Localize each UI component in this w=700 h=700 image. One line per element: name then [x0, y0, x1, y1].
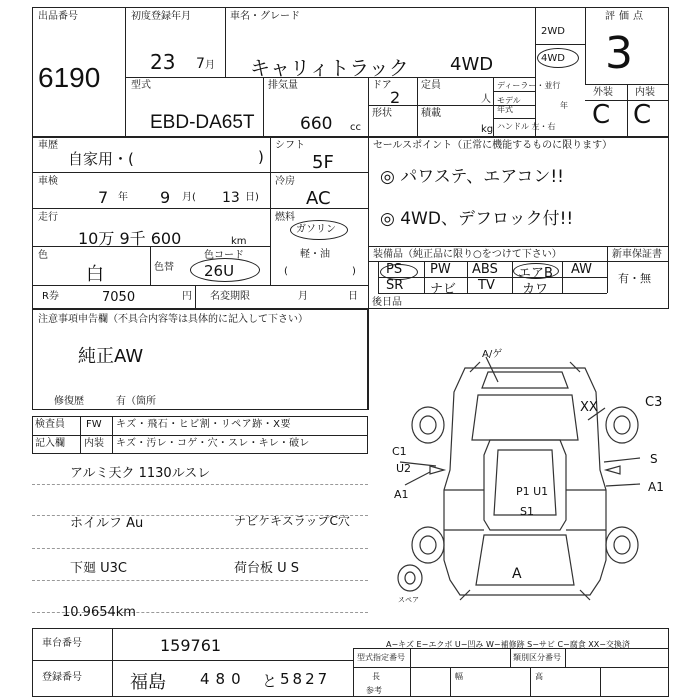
- inspector-int-text: キズ・汚レ・コゲ・穴・スレ・キレ・破レ: [116, 438, 310, 449]
- equipment-label: 装備品（純正品に限り○をつけて下さい）: [373, 249, 562, 260]
- disp-label: 排気量: [268, 80, 298, 91]
- mark-bed: A: [512, 566, 522, 582]
- fuel-label: 燃料: [275, 212, 295, 223]
- after-label: 後日品: [372, 297, 402, 308]
- model-year-label: モデル年式: [497, 96, 521, 114]
- equip-pw: PW: [430, 262, 451, 277]
- color-value: 白: [86, 264, 104, 285]
- score-value: 3: [605, 28, 633, 79]
- frame-label: 車台番号: [42, 638, 82, 649]
- category-label: 類別区分番号: [513, 653, 561, 662]
- sales-line-2: ◎ 4WD、デフロック付!!: [380, 209, 574, 229]
- mileage-value: 10万 9千 600: [78, 229, 182, 248]
- registration-area: 福島: [130, 672, 166, 693]
- warranty-label: 新車保証書: [612, 249, 662, 260]
- frame-reg-frame: [32, 628, 669, 697]
- warranty-value: 有・無: [618, 272, 651, 285]
- equip-aw: AW: [571, 262, 593, 277]
- inspector-label-2: 記入欄: [35, 438, 65, 449]
- registration-class: 480: [200, 670, 247, 688]
- mark-front-xx: XX: [580, 400, 598, 415]
- inspection-day: 13: [222, 190, 240, 206]
- door-label: ドア: [372, 80, 392, 91]
- mark-left-c1: C1: [392, 445, 407, 458]
- color-label: 色: [38, 250, 48, 261]
- inspector-fw-label: FW: [86, 419, 102, 430]
- shape-label: 形状: [372, 108, 392, 119]
- inspection-month: 9: [160, 188, 171, 207]
- ext-label: 外装: [593, 87, 613, 98]
- dealer-label: ディーラー・並行: [497, 81, 561, 90]
- mark-left-a1: A1: [394, 488, 409, 501]
- kg-unit: kg: [481, 124, 494, 135]
- sales-label: セールスポイント（正常に機能するものに限ります）: [373, 140, 613, 151]
- length-label: 長: [372, 672, 380, 681]
- reg-month-unit: 月: [205, 60, 215, 71]
- lot-label: 出品番号: [38, 11, 78, 22]
- car-name: キャリィトラック: [250, 56, 409, 80]
- ref-label-1: 参考: [366, 686, 382, 695]
- mark-hood: A/ゲ: [482, 349, 503, 360]
- inspection-day-unit: 日): [245, 192, 259, 203]
- int-grade: C: [633, 100, 652, 130]
- designation-label: 型式指定番号: [357, 653, 405, 662]
- mark-right-a1: A1: [648, 480, 664, 494]
- equip-airbag-circle: [513, 263, 559, 279]
- damage-legend: A−キズ E−エクボ U−凹み W−補修跡 S−サビ C−腐食 XX−交換済: [386, 640, 630, 649]
- equip-airbag: エアB: [518, 266, 553, 281]
- equip-abs: ABS: [472, 262, 498, 277]
- notes-label: 注意事項申告欄（不具合内容等は具体的に記入して下さい）: [38, 314, 308, 325]
- inspection-month-unit: 月(: [182, 192, 196, 203]
- fuel-diesel: 軽・油: [300, 249, 330, 260]
- year-unit: 年: [560, 101, 568, 110]
- transfer-month-unit: 月: [298, 291, 308, 302]
- load-label: 積載: [421, 108, 441, 119]
- inspector-label-1: 検査員: [35, 419, 65, 430]
- inspector-fw-text: キズ・飛石・ヒビ割・リペア跡・X要: [116, 419, 291, 430]
- fuel-paren-close: ): [352, 266, 356, 277]
- transfer-day-unit: 日: [348, 291, 358, 302]
- inspection-label: 車検: [38, 176, 58, 187]
- frame-value: 159761: [160, 636, 222, 655]
- equip-navi: ナビ: [430, 282, 457, 297]
- equip-tv: TV: [478, 278, 495, 293]
- coupon-label: R券: [42, 291, 59, 302]
- mark-front-c3: C3: [645, 395, 663, 410]
- drive-2wd: 2WD: [541, 26, 565, 37]
- inspector-row-3-right: 荷台板 U S: [234, 561, 300, 576]
- capacity-label: 定員: [421, 80, 441, 91]
- reg-label: 初度登録年月: [131, 11, 191, 22]
- car-grade: 4WD: [450, 54, 494, 75]
- mark-left-u2: U2: [396, 462, 412, 475]
- model-label: 型式: [131, 80, 151, 91]
- person-unit: 人: [481, 94, 491, 105]
- width-label: 幅: [455, 672, 463, 681]
- score-label: 評価点: [605, 11, 647, 22]
- equip-ps: PS: [386, 262, 403, 277]
- inspection-year-unit: 年: [118, 192, 128, 203]
- inspector-row-1: アルミ天ク 1130ルスレ: [70, 466, 211, 481]
- int-label: 内装: [635, 87, 655, 98]
- fuel-gas: ガソリン: [296, 224, 336, 235]
- equip-leather: カワ: [522, 282, 549, 297]
- registration-kana: と: [262, 672, 278, 690]
- inspector-row-2: ホイルフ Au: [70, 516, 144, 531]
- model-value: EBD-DA65T: [150, 112, 255, 133]
- ac-value: AC: [306, 188, 331, 209]
- drive-4wd: 4WD: [541, 53, 565, 64]
- sales-line-1: ◎ パワステ、エアコン!!: [380, 167, 564, 187]
- shift-label: シフト: [275, 140, 305, 151]
- displacement: 660: [300, 114, 333, 134]
- handle-label: ハンドル 左・右: [497, 122, 556, 131]
- spare-label: スペア: [398, 596, 419, 604]
- equip-sr: SR: [386, 278, 404, 293]
- shift-value: 5F: [312, 152, 334, 173]
- door-count: 2: [390, 88, 401, 107]
- inspector-int-label: 内装: [84, 438, 104, 449]
- notes-content: 純正AW: [78, 346, 144, 367]
- mark-right-s: S: [650, 452, 658, 466]
- coupon-value: 7050: [102, 290, 136, 305]
- reg-month: 7: [196, 56, 205, 72]
- history-value: 自家用・(: [68, 150, 134, 168]
- coupon-unit: 円: [182, 291, 192, 302]
- mileage-unit: km: [231, 236, 247, 247]
- history-label: 車歴: [38, 140, 58, 151]
- inspector-row-3: 下廻 U3C: [70, 561, 127, 576]
- lot-number: 6190: [38, 62, 101, 93]
- history-paren: ): [258, 148, 264, 166]
- mileage-label: 走行: [38, 212, 58, 223]
- ac-label: 冷房: [275, 176, 295, 187]
- cc-unit: cc: [350, 122, 361, 133]
- repair-label: 修復歴: [54, 396, 84, 407]
- inspection-year: 7: [98, 188, 109, 207]
- reg-year: 23: [150, 50, 176, 74]
- inspector-row-4: 10.9654km: [62, 605, 136, 620]
- transfer-label: 名変期限: [210, 291, 250, 302]
- color-code-label: 色コード: [204, 250, 244, 261]
- mark-roof-s1: S1: [520, 505, 534, 518]
- repair-value: 有（箇所: [116, 396, 156, 407]
- color-code: 26U: [204, 262, 235, 280]
- registration-number: 5827: [280, 670, 331, 688]
- color-change-label: 色替: [154, 262, 174, 273]
- mark-roof: P1 U1: [516, 485, 549, 498]
- height-label: 高: [535, 672, 543, 681]
- name-label: 車名・グレード: [230, 11, 300, 22]
- registration-label: 登録番号: [42, 672, 82, 683]
- ext-grade: C: [592, 100, 611, 130]
- inspector-row-2-right: ナビケキスラップC穴: [234, 514, 350, 528]
- fuel-paren-open: (: [284, 266, 288, 277]
